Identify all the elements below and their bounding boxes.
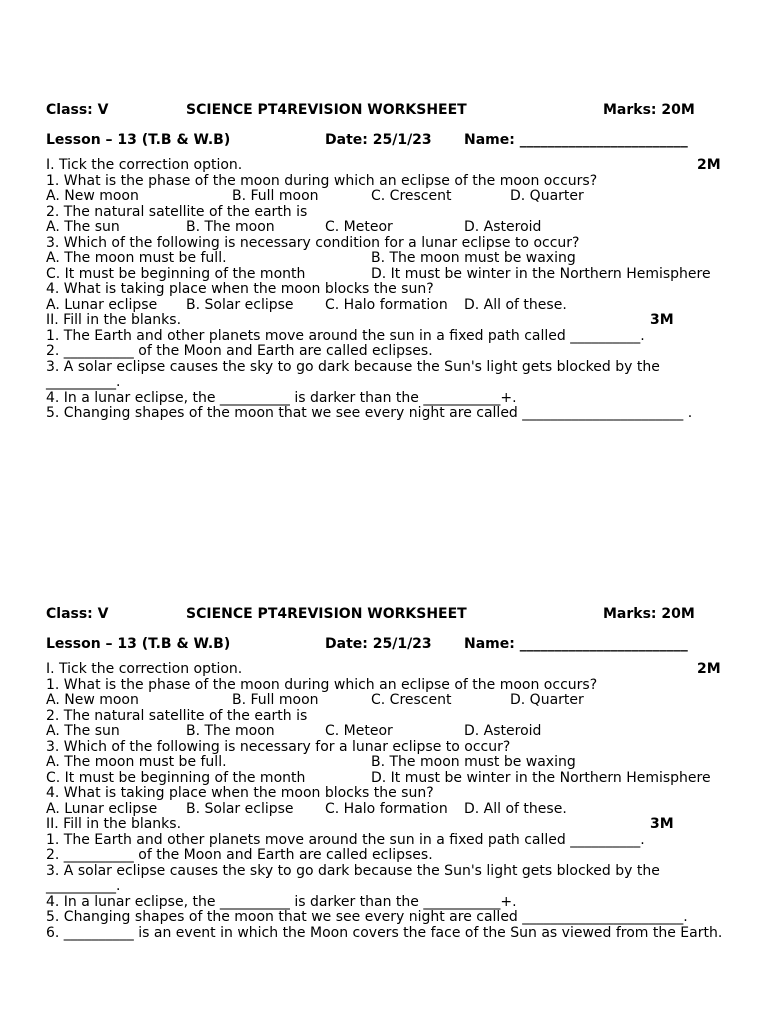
fill-blank-question: 3. A solar eclipse causes the sky to go dark because the Sun's light gets blocked by the __________. xyxy=(46,862,660,894)
section-2-marks: 3M xyxy=(650,816,674,832)
date-label: Date: 25/1/23 xyxy=(325,132,432,148)
question-text: 2. The natural satellite of the earth is xyxy=(46,203,308,220)
section-heading xyxy=(46,313,726,329)
option-c: C. Halo formation xyxy=(325,296,448,313)
option-c: C. It must be beginning of the month xyxy=(46,265,306,282)
header-row-2 xyxy=(46,636,726,656)
date-label: Date: 25/1/23 xyxy=(325,636,432,652)
option-d: D. Quarter xyxy=(510,188,584,204)
option-c: C. Crescent xyxy=(371,692,452,708)
worksheet-top xyxy=(46,102,726,422)
question-text: 4. What is taking place when the moon blocks the sun? xyxy=(46,281,434,297)
option-d: D. All of these. xyxy=(464,296,567,313)
name-field: Name: ________________________ xyxy=(464,132,688,148)
option-a: A. New moon xyxy=(46,692,139,708)
options-row xyxy=(46,771,726,787)
option-a: A. The sun xyxy=(46,723,120,739)
worksheet-title: SCIENCE PT4REVISION WORKSHEET xyxy=(186,102,467,118)
option-b: B. Solar eclipse xyxy=(186,296,294,313)
worksheet-body xyxy=(46,158,726,422)
fill-blank-question xyxy=(46,848,726,864)
section-heading xyxy=(46,158,726,174)
fill-blank-question xyxy=(46,344,726,360)
option-a: A. The sun xyxy=(46,219,120,235)
question xyxy=(46,174,726,190)
fill-blank-question: 3. A solar eclipse causes the sky to go dark because the Sun's light gets blocked by the __________. xyxy=(46,358,660,390)
worksheet-body xyxy=(46,662,726,941)
question-text: 1. The Earth and other planets move around the sun in a fixed path called __________. xyxy=(46,327,645,344)
question-text: 2. __________ of the Moon and Earth are called eclipses. xyxy=(46,847,433,863)
option-a: A. The moon must be full. xyxy=(46,250,227,266)
question-text: 2. The natural satellite of the earth is xyxy=(46,707,308,724)
option-a: A. Lunar eclipse xyxy=(46,296,158,313)
question-text: 1. The Earth and other planets move around the sun in a fixed path called __________. xyxy=(46,831,645,848)
options-row xyxy=(46,802,726,818)
lesson-label: Lesson – 13 (T.B & W.B) xyxy=(46,132,231,148)
worksheet-bottom xyxy=(46,606,726,941)
section-heading xyxy=(46,662,726,678)
question xyxy=(46,205,726,221)
section-2-marks: 3M xyxy=(650,312,674,328)
question xyxy=(46,236,726,252)
question-text: 5. Changing shapes of the moon that we see every night are called _______________________ . xyxy=(46,405,693,421)
question-text: 4. In a lunar eclipse, the __________ is darker than the ___________+. xyxy=(46,389,517,406)
fill-blank-question: 6. __________ is an event in which the Moon covers the face of the Sun as viewed from the Earth. xyxy=(46,924,723,941)
total-marks: Marks: 20M xyxy=(603,102,695,118)
section-1-title: I. Tick the correction option. xyxy=(46,661,243,677)
section-2-title: II. Fill in the blanks. xyxy=(46,816,182,832)
worksheet-title: SCIENCE PT4REVISION WORKSHEET xyxy=(186,606,467,622)
question xyxy=(46,678,726,694)
option-b: B. Full moon xyxy=(232,692,319,708)
class-label: Class: V xyxy=(46,606,109,622)
options-row xyxy=(46,220,726,236)
question xyxy=(46,740,726,756)
options-row xyxy=(46,189,726,205)
option-d: D. Asteroid xyxy=(464,219,542,235)
options-row xyxy=(46,298,726,314)
section-2-title: II. Fill in the blanks. xyxy=(46,312,182,328)
options-row xyxy=(46,693,726,709)
options-row xyxy=(46,755,726,771)
question-text: 3. Which of the following is necessary condition for a lunar eclipse to occur? xyxy=(46,234,580,251)
option-b: B. Solar eclipse xyxy=(186,800,294,817)
fill-blank-question xyxy=(46,391,726,407)
question xyxy=(46,282,726,298)
header-row-1 xyxy=(46,102,726,122)
fill-blank-question xyxy=(46,895,726,911)
header-row-1 xyxy=(46,606,726,626)
option-a: A. Lunar eclipse xyxy=(46,800,158,817)
option-b: B. The moon must be waxing xyxy=(371,754,576,770)
lesson-label: Lesson – 13 (T.B & W.B) xyxy=(46,636,231,652)
option-b: B. The moon xyxy=(186,219,275,235)
option-b: B. The moon xyxy=(186,723,275,739)
option-d: D. Asteroid xyxy=(464,723,542,739)
options-row xyxy=(46,267,726,283)
option-a: A. The moon must be full. xyxy=(46,754,227,770)
option-d: D. It must be winter in the Northern Hemisphere xyxy=(371,265,711,282)
option-d: D. It must be winter in the Northern Hemisphere xyxy=(371,769,711,786)
question-text: 4. In a lunar eclipse, the __________ is darker than the ___________+. xyxy=(46,893,517,910)
option-c: C. Meteor xyxy=(325,723,393,739)
option-d: D. Quarter xyxy=(510,692,584,708)
option-c: C. Halo formation xyxy=(325,800,448,817)
option-b: B. Full moon xyxy=(232,188,319,204)
question-text: 2. __________ of the Moon and Earth are called eclipses. xyxy=(46,343,433,359)
name-field: Name: ________________________ xyxy=(464,636,688,652)
question-text: 3. Which of the following is necessary for a lunar eclipse to occur? xyxy=(46,738,511,755)
section-1-marks: 2M xyxy=(697,157,721,173)
fill-blank-question xyxy=(46,406,726,422)
question-text: 1. What is the phase of the moon during which an eclipse of the moon occurs? xyxy=(46,676,598,693)
question xyxy=(46,709,726,725)
class-label: Class: V xyxy=(46,102,109,118)
total-marks: Marks: 20M xyxy=(603,606,695,622)
question-text: 1. What is the phase of the moon during which an eclipse of the moon occurs? xyxy=(46,172,598,189)
option-d: D. All of these. xyxy=(464,800,567,817)
fill-blank-question xyxy=(46,329,726,345)
fill-blank-question xyxy=(46,910,726,926)
options-row xyxy=(46,251,726,267)
option-b: B. The moon must be waxing xyxy=(371,250,576,266)
option-c: C. It must be beginning of the month xyxy=(46,769,306,786)
section-heading xyxy=(46,817,726,833)
option-a: A. New moon xyxy=(46,188,139,204)
question-text: 4. What is taking place when the moon blocks the sun? xyxy=(46,785,434,801)
fill-blank-question xyxy=(46,833,726,849)
option-c: C. Crescent xyxy=(371,188,452,204)
question-text: 5. Changing shapes of the moon that we see every night are called _______________________. xyxy=(46,909,688,925)
options-row xyxy=(46,724,726,740)
question xyxy=(46,786,726,802)
section-1-title: I. Tick the correction option. xyxy=(46,157,243,173)
section-1-marks: 2M xyxy=(697,661,721,677)
header-row-2 xyxy=(46,132,726,152)
option-c: C. Meteor xyxy=(325,219,393,235)
